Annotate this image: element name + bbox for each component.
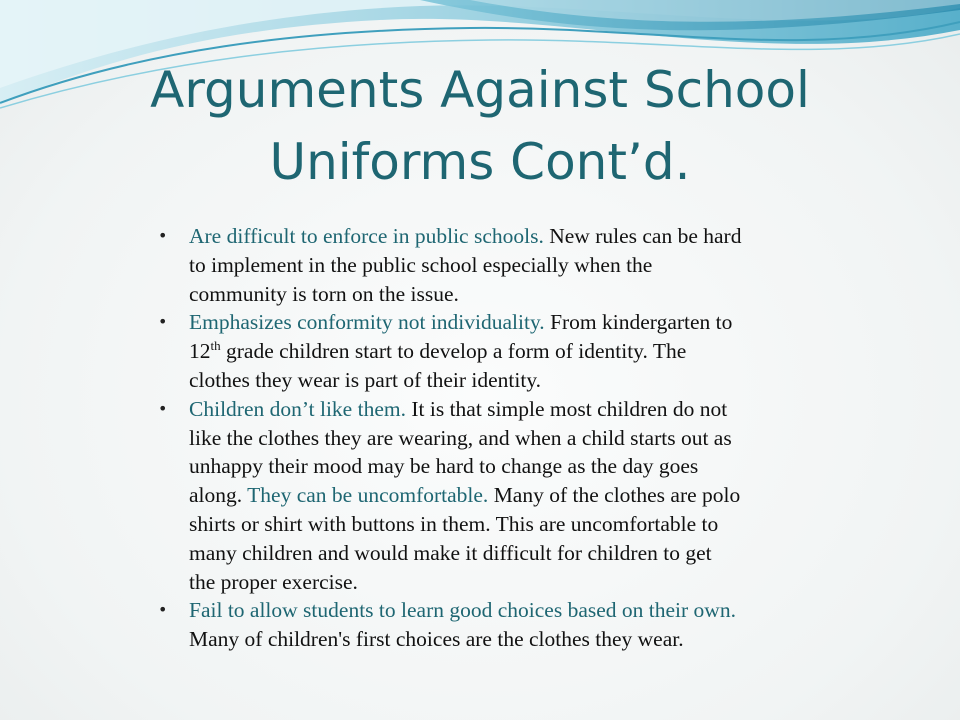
bullet-subheading: They can be uncomfortable. [247,483,489,508]
bullet-line: Many of children's first choices are the clothes they wear. [189,627,684,652]
bullet-line [189,395,856,424]
bullet-item-dislike [156,395,856,597]
bullet-dot-icon: • [158,226,168,245]
title-line-2: Uniforms Cont’d. [269,133,691,191]
bullet-text: along. [189,483,248,508]
bullet-item-conformity [156,308,856,394]
bullet-line: the proper exercise. [189,569,358,594]
bullet-item-enforcement [156,222,856,308]
bullet-text: It is that simple most children do not [405,396,728,421]
bullet-line [189,337,856,366]
bullet-dot-icon: • [158,312,168,332]
bullet-text: New rules can be hard [543,224,742,248]
bullet-text: grade children start to develop a form of identity. The [220,339,687,364]
bullet-dot-icon: • [158,600,168,620]
bullet-line: like the clothes they are wearing, and when a child starts out as [189,425,732,450]
bullet-line: to implement in the public school especially when the [189,252,653,277]
title-line-1: Arguments Against School [150,61,810,119]
bullet-list [156,222,856,654]
bullet-line: clothes they wear is part of their identity. [189,367,542,392]
grade-number: 12 [189,339,211,364]
bullet-line [189,222,856,251]
bullet-line [189,308,856,337]
bullet-line [189,596,856,625]
bullet-heading: Fail to allow students to learn good choices based on their own. [189,598,736,623]
bullet-line [189,481,856,510]
bullet-line: shirts or shirt with buttons in them. This are uncomfortable to [189,511,719,536]
grade-suffix: th [210,338,221,354]
bullet-item-choices [156,596,856,654]
bullet-line: many children and would make it difficult for children to get [189,540,712,565]
slide-title [80,54,880,198]
bullet-heading: Children don’t like them. [189,396,406,421]
bullet-dot-icon: • [158,398,168,418]
bullet-line: community is torn on the issue. [189,281,459,306]
bullet-text: Many of the clothes are polo [488,483,741,508]
bullet-line: unhappy their mood may be hard to change as the day goes [189,454,699,479]
bullet-heading: Are difficult to enforce in public schools. [189,224,544,248]
bullet-text: From kindergarten to [544,310,733,335]
bullet-heading: Emphasizes conformity not individuality. [189,310,545,335]
